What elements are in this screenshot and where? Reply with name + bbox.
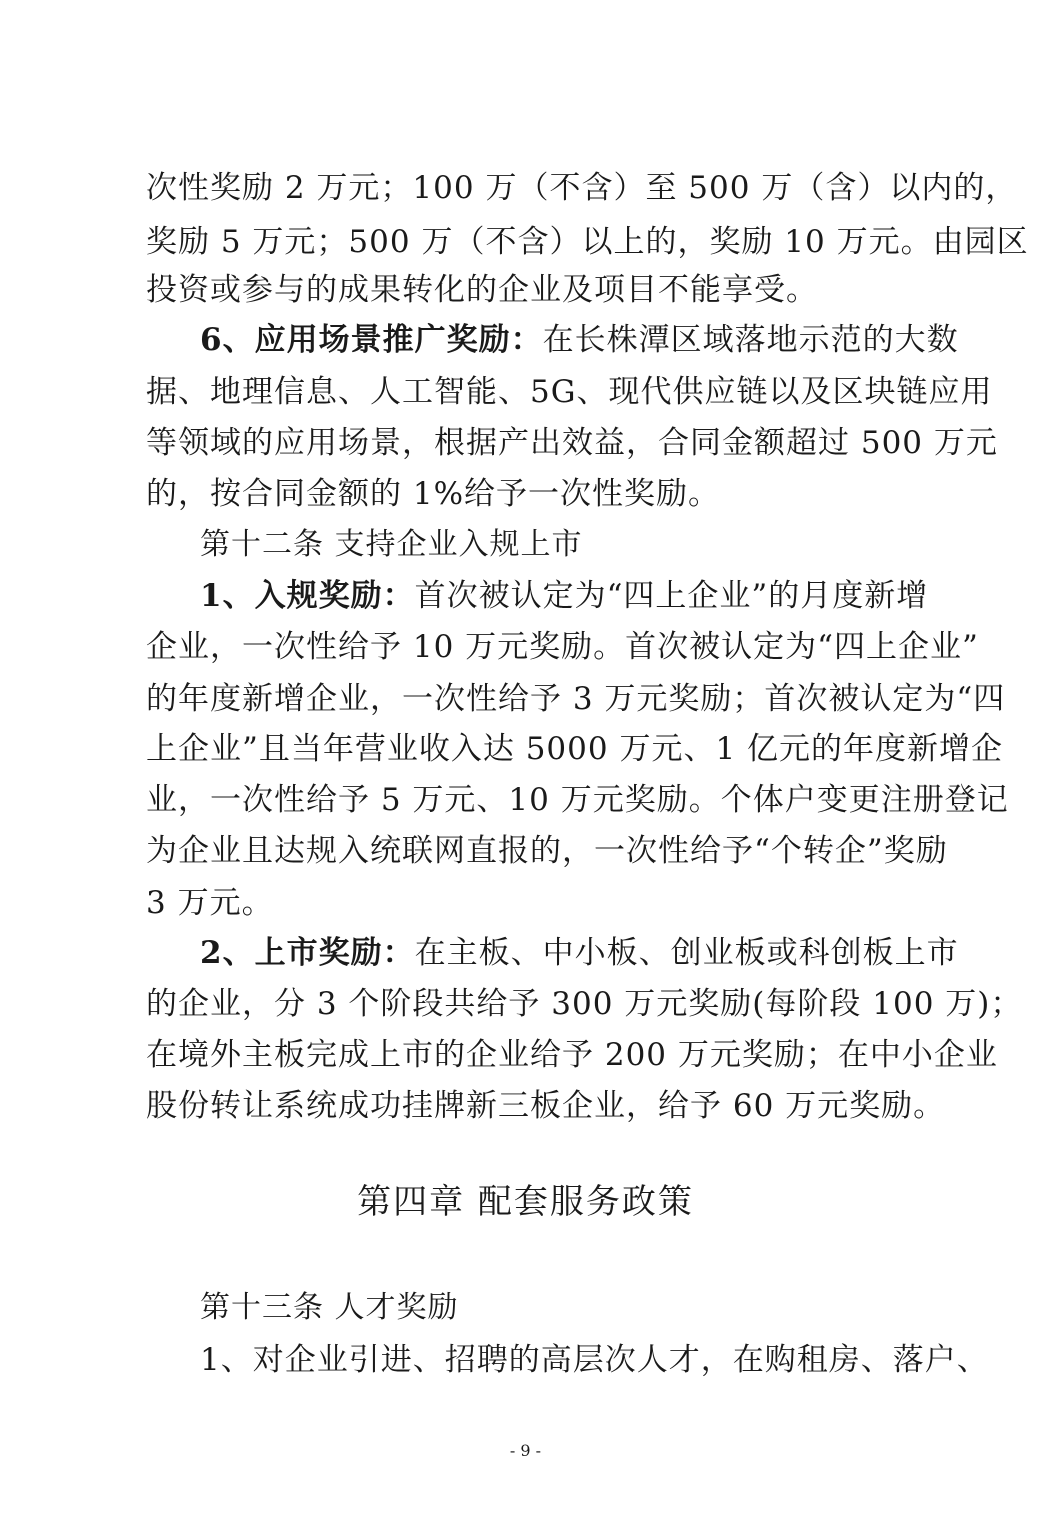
text-run: 在长株潭区域落地示范的大数 xyxy=(542,322,959,358)
article-heading: 第十三条 人才奖励 xyxy=(200,1290,459,1325)
paragraph-first-line xyxy=(200,320,959,360)
article-heading: 第十二条 支持企业入规上市 xyxy=(200,527,583,562)
text-line: 的年度新增企业，一次性给予 3 万元奖励；首次被认定为“四 xyxy=(146,681,1006,717)
text-line: 3 万元。 xyxy=(146,885,274,921)
text-line: 1、对企业引进、招聘的高层次人才，在购租房、落户、 xyxy=(200,1342,989,1378)
text-line: 的企业，分 3 个阶段共给予 300 万元奖励(每阶段 100 万)； xyxy=(146,986,1023,1022)
text-line: 奖励 5 万元；500 万（不含）以上的，奖励 10 万元。由园区 xyxy=(146,224,1029,260)
clause-label: 6、应用场景推广奖励： xyxy=(200,322,543,358)
paragraph-first-line xyxy=(200,933,959,973)
text-line: 次性奖励 2 万元；100 万（不含）至 500 万（含）以内的， xyxy=(146,170,1018,206)
text-line: 为企业且达规入统联网直报的，一次性给予“个转企”奖励 xyxy=(146,833,948,869)
text-line: 在境外主板完成上市的企业给予 200 万元奖励；在中小企业 xyxy=(146,1037,998,1073)
text-line: 业，一次性给予 5 万元、10 万元奖励。个体户变更注册登记 xyxy=(146,782,1009,818)
clause-label: 1、入规奖励： xyxy=(200,578,415,614)
clause-label: 2、上市奖励： xyxy=(200,935,415,971)
text-line: 等领域的应用场景，根据产出效益，合同金额超过 500 万元 xyxy=(146,425,998,461)
text-line: 企业，一次性给予 10 万元奖励。首次被认定为“四上企业” xyxy=(146,629,979,665)
chapter-title: 第四章 配套服务政策 xyxy=(357,1182,694,1222)
text-line: 上企业”且当年营业收入达 5000 万元、1 亿元的年度新增企 xyxy=(146,731,1004,767)
text-line: 股份转让系统成功挂牌新三板企业，给予 60 万元奖励。 xyxy=(146,1088,946,1124)
page-number: - 9 - xyxy=(509,1441,542,1460)
paragraph-first-line xyxy=(200,576,928,616)
text-line: 的，按合同金额的 1%给予一次性奖励。 xyxy=(146,476,721,512)
text-run: 在主板、中小板、创业板或科创板上市 xyxy=(414,935,959,971)
text-line: 投资或参与的成果转化的企业及项目不能享受。 xyxy=(146,272,818,308)
text-run: 首次被认定为“四上企业”的月度新增 xyxy=(414,578,929,614)
text-line: 据、地理信息、人工智能、5G、现代供应链以及区块链应用 xyxy=(146,374,993,410)
